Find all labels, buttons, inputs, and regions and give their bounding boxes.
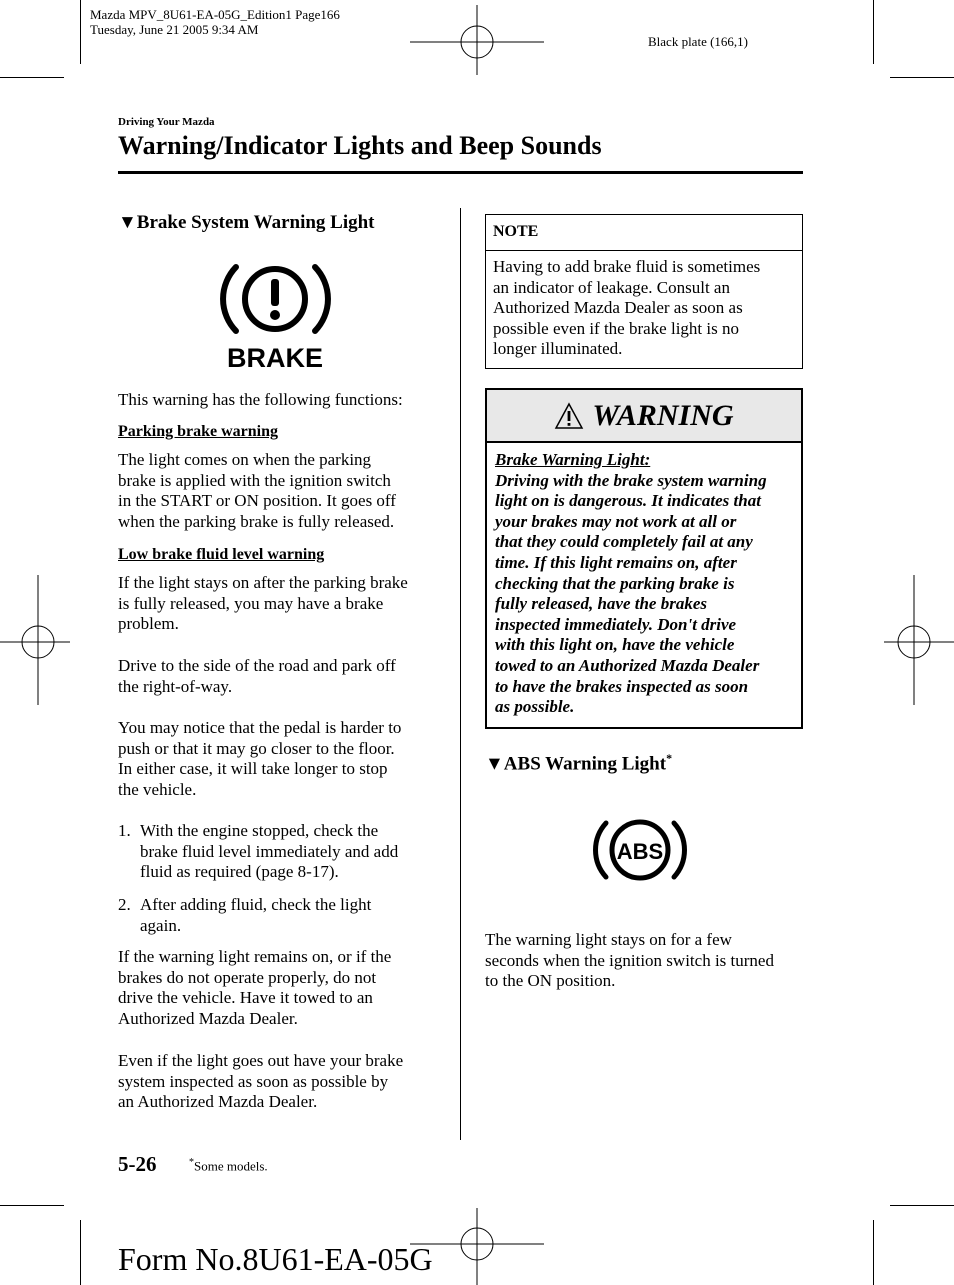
text-line: inspected immediately. Don't drive — [495, 614, 737, 634]
registration-mark-top — [410, 5, 544, 75]
footnote-text: Some models. — [194, 1158, 268, 1174]
parking-brake-text — [118, 450, 396, 532]
abs-warning-icon — [592, 815, 688, 887]
text-line: your brakes may not work at all or — [495, 511, 737, 531]
text-line: brake is applied with the ignition switch — [118, 470, 391, 490]
file-info — [90, 7, 340, 37]
column-divider — [460, 208, 461, 1140]
text-line: longer illuminated. — [493, 339, 623, 359]
crop-mark — [873, 0, 874, 64]
text-line: After adding fluid, check the light — [140, 895, 372, 914]
footnote-asterisk: * — [189, 1157, 194, 1168]
text-line: With the engine stopped, check the — [140, 821, 379, 840]
text-line: an Authorized Mazda Dealer. — [118, 1092, 318, 1112]
file-info-line2: Tuesday, June 21 2005 9:34 AM — [90, 22, 259, 37]
text-line: The warning light stays on for a few — [485, 930, 732, 949]
remains-on-text — [118, 947, 391, 1029]
warning-triangle-icon — [554, 402, 584, 430]
parking-brake-title: Parking brake warning — [118, 423, 279, 440]
text-line: Drive to the side of the road and park off — [118, 656, 396, 675]
text-line: towed to an Authorized Mazda Dealer — [495, 655, 760, 675]
warning-box — [485, 388, 803, 729]
text-line: the vehicle. — [118, 779, 197, 799]
low-fluid-text — [118, 573, 408, 635]
text-line: is fully released, you may have a brake — [118, 593, 384, 613]
text-line: If the light stays on after the parking brake — [118, 573, 408, 592]
section-label: Driving Your Mazda — [118, 116, 215, 128]
text-line: Authorized Mazda Dealer. — [118, 1008, 298, 1028]
text-line: seconds when the ignition switch is turned — [485, 950, 774, 970]
text-line: light on is dangerous. It indicates that — [495, 491, 761, 511]
warning-header — [487, 390, 801, 443]
crop-mark — [80, 0, 81, 64]
text-line: when the parking brake is fully released. — [118, 511, 395, 531]
text-line: to the ON position. — [485, 971, 616, 991]
registration-mark-right — [884, 575, 954, 705]
page-title: Warning/Indicator Lights and Beep Sounds — [118, 131, 602, 160]
text-line: fully released, have the brakes — [495, 594, 707, 614]
text-line: in the START or ON position. It goes off — [118, 491, 396, 511]
text-line: to have the brakes inspected as soon — [495, 676, 749, 696]
footnote — [189, 1157, 268, 1174]
list-number: 1. — [118, 821, 131, 840]
crop-mark — [890, 1205, 954, 1206]
form-number: Form No.8U61-EA-05G — [118, 1241, 433, 1277]
text-line: possible even if the brake light is no — [493, 318, 739, 338]
text-line: If the warning light remains on, or if the — [118, 947, 392, 966]
warning-text — [487, 443, 801, 725]
intro-text: This warning has the following functions: — [118, 390, 403, 409]
text-line: The light comes on when the parking — [118, 450, 372, 469]
drive-side-text — [118, 656, 396, 697]
page-number: 5-26 — [118, 1152, 157, 1176]
abs-icon-label: ABS — [616, 839, 664, 864]
crop-mark — [873, 1220, 874, 1285]
warning-subtitle: Brake Warning Light: — [495, 450, 651, 469]
abs-heading — [485, 751, 672, 775]
text-line: checking that the parking brake is — [495, 573, 735, 593]
text-line: again. — [140, 915, 182, 935]
brake-heading: ▼Brake System Warning Light — [118, 212, 375, 233]
text-line: with this light on, have the vehicle — [495, 635, 735, 655]
plate-info: Black plate (166,1) — [648, 34, 748, 49]
text-line: brakes do not operate properly, do not — [118, 967, 377, 987]
text-line: time. If this light remains on, after — [495, 552, 737, 572]
text-line: as possible. — [495, 697, 575, 717]
note-box — [485, 214, 803, 369]
brake-icon-label: BRAKE — [226, 343, 324, 373]
registration-mark-left — [0, 575, 70, 705]
crop-mark — [80, 1220, 81, 1285]
warning-title: WARNING — [592, 398, 734, 432]
text-line: brake fluid level immediately and add — [140, 841, 399, 861]
list-number: 2. — [118, 895, 131, 914]
text-line: Driving with the brake system warning — [495, 470, 767, 490]
crop-mark — [890, 77, 954, 78]
text-line: fluid as required (page 8-17). — [140, 862, 339, 882]
pedal-text — [118, 718, 401, 800]
note-text — [486, 251, 802, 366]
abs-asterisk: * — [666, 751, 673, 765]
list-item — [118, 821, 448, 885]
text-line: system inspected as soon as possible by — [118, 1071, 389, 1091]
list-item — [118, 895, 448, 939]
text-line: In either case, it will take longer to stop — [118, 759, 388, 779]
low-fluid-title: Low brake fluid level warning — [118, 546, 325, 563]
goes-out-text — [118, 1051, 403, 1113]
text-line: the right-of-way. — [118, 676, 233, 696]
title-rule — [118, 171, 803, 174]
text-line: problem. — [118, 614, 179, 634]
text-line: push or that it may go closer to the floor. — [118, 738, 395, 758]
text-line: drive the vehicle. Have it towed to an — [118, 988, 373, 1008]
note-title: NOTE — [486, 215, 802, 251]
abs-text — [485, 930, 774, 992]
text-line: Having to add brake fluid is sometimes — [493, 257, 761, 276]
text-line: Even if the light goes out have your brake — [118, 1051, 404, 1070]
text-line: that they could completely fail at any — [495, 532, 753, 552]
file-info-line1: Mazda MPV_8U61-EA-05G_Edition1 Page166 — [90, 7, 340, 22]
text-line: Authorized Mazda Dealer as soon as — [493, 298, 743, 318]
crop-mark — [0, 1205, 64, 1206]
crop-mark — [0, 77, 64, 78]
abs-heading-text: ▼ABS Warning Light — [485, 753, 667, 775]
brake-warning-icon — [218, 255, 333, 373]
text-line: You may notice that the pedal is harder to — [118, 718, 402, 737]
text-line: an indicator of leakage. Consult an — [493, 277, 730, 297]
